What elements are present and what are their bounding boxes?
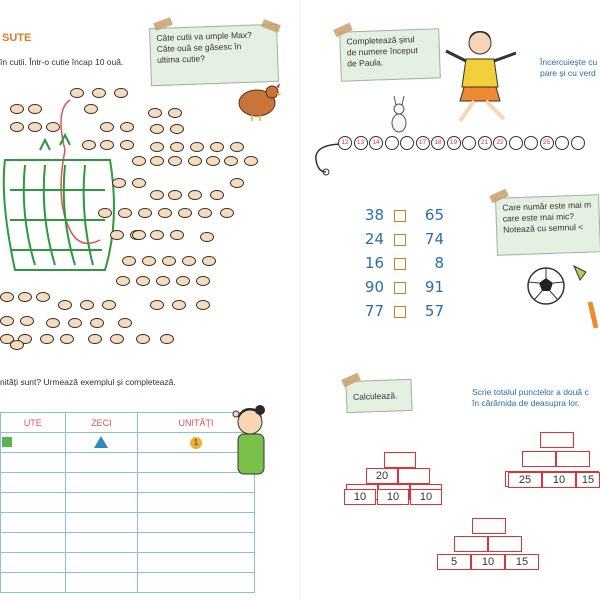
pyramid-brick[interactable]	[540, 432, 574, 448]
sequence-note: Completează șirul de numere început de Paula.	[339, 28, 441, 81]
egg	[28, 104, 42, 114]
answer-box[interactable]	[394, 258, 406, 270]
hen-illustration	[232, 78, 282, 123]
egg	[122, 256, 136, 266]
pyramid-brick: 10	[344, 489, 376, 505]
bead: 13	[354, 136, 368, 150]
egg	[40, 334, 54, 344]
answer-cell[interactable]	[1, 513, 66, 533]
answer-cell[interactable]	[65, 573, 137, 593]
pyramid-brick: 15	[505, 554, 539, 570]
egg	[92, 88, 106, 98]
pyramid-brick: 20	[366, 468, 398, 484]
egg	[142, 256, 156, 266]
egg	[168, 108, 182, 118]
egg	[196, 300, 210, 310]
egg	[0, 316, 14, 326]
egg	[46, 318, 60, 328]
answer-cell[interactable]	[138, 573, 255, 593]
egg	[84, 104, 98, 114]
place-value-table	[0, 412, 255, 593]
compare-note: Care număr este mai m care este mai mic? Notează cu semnul <	[495, 194, 600, 256]
egg	[188, 190, 202, 200]
egg	[170, 142, 184, 152]
egg	[82, 140, 96, 150]
answer-cell[interactable]	[65, 453, 137, 473]
hundred-square-icon	[2, 437, 12, 447]
answer-box[interactable]	[394, 234, 406, 246]
egg	[136, 334, 150, 344]
bead[interactable]	[385, 136, 399, 150]
egg	[150, 190, 164, 200]
egg	[202, 256, 216, 266]
egg	[132, 156, 146, 166]
egg	[156, 276, 170, 286]
pyramid-brick: 10	[377, 489, 409, 505]
egg	[36, 292, 50, 302]
eggs-instruction: în cutii. Într-o cutie încap 10 ouă.	[0, 57, 124, 67]
egg	[10, 122, 24, 132]
egg	[10, 340, 24, 350]
pyramid-instruction: Scrie totalul punctelor a două c în cărămida de deasupra lor.	[472, 387, 589, 408]
egg	[230, 142, 244, 152]
egg	[118, 208, 132, 218]
comparison-row: 16 8	[364, 254, 444, 272]
bead: 19	[447, 136, 461, 150]
paula-illustration	[440, 25, 520, 135]
bead: 18	[431, 136, 445, 150]
egg	[0, 292, 14, 302]
unit-circle-icon: 1	[190, 437, 202, 449]
answer-cell[interactable]	[1, 453, 66, 473]
egg	[46, 122, 60, 132]
header-hundreds: UTE	[1, 413, 66, 433]
egg	[112, 178, 126, 188]
egg	[150, 300, 164, 310]
answer-cell[interactable]	[138, 513, 255, 533]
egg	[158, 208, 172, 218]
answer-cell[interactable]	[1, 533, 66, 553]
bead[interactable]	[555, 136, 569, 150]
bead: 21	[478, 136, 492, 150]
egg	[198, 208, 212, 218]
egg	[188, 156, 202, 166]
egg	[160, 334, 174, 344]
egg	[132, 230, 146, 240]
egg	[116, 276, 130, 286]
egg	[110, 334, 124, 344]
egg	[18, 292, 32, 302]
egg	[114, 88, 128, 98]
egg	[150, 124, 164, 134]
egg	[210, 190, 224, 200]
egg	[190, 142, 204, 152]
pyramid-brick: 15	[576, 472, 600, 488]
egg	[102, 300, 116, 310]
answer-cell[interactable]	[1, 473, 66, 493]
egg	[168, 156, 182, 166]
egg	[70, 88, 84, 98]
egg	[150, 156, 164, 166]
egg	[28, 122, 42, 132]
egg	[88, 334, 102, 344]
answer-cell[interactable]	[65, 513, 137, 533]
egg	[90, 318, 104, 328]
bead[interactable]	[509, 136, 523, 150]
egg	[20, 316, 34, 326]
egg	[200, 232, 214, 242]
question-note: Câte cutii va umple Max? Câte ouă se găsesc în ultima cutie?	[149, 24, 279, 86]
egg	[220, 208, 234, 218]
comparison-row: 77 57	[364, 302, 444, 320]
egg	[168, 190, 182, 200]
egg	[150, 142, 164, 152]
answer-box[interactable]	[394, 282, 406, 294]
bead[interactable]	[462, 136, 476, 150]
egg	[206, 156, 220, 166]
egg	[170, 230, 184, 240]
egg	[120, 122, 134, 132]
egg	[172, 300, 186, 310]
egg	[98, 208, 112, 218]
egg	[150, 230, 164, 240]
egg	[118, 318, 132, 328]
bead[interactable]	[524, 136, 538, 150]
answer-cell[interactable]	[65, 473, 137, 493]
egg	[10, 104, 24, 114]
pyramid-brick[interactable]	[556, 451, 590, 467]
pyramid-brick[interactable]	[454, 536, 488, 552]
child-illustration	[570, 262, 600, 332]
pyramid-brick[interactable]	[522, 451, 556, 467]
answer-cell[interactable]	[65, 553, 137, 573]
comparison-list	[356, 206, 444, 320]
calc-note: Calculează.	[345, 379, 412, 413]
pyramid-brick: 5	[437, 554, 471, 570]
egg	[132, 178, 146, 188]
comparison-row: 90 91	[364, 278, 444, 296]
answer-box[interactable]	[394, 306, 406, 318]
answer-cell[interactable]	[1, 573, 66, 593]
answer-cell[interactable]	[138, 533, 255, 553]
egg	[224, 156, 238, 166]
egg	[120, 140, 134, 150]
bead: 22	[493, 136, 507, 150]
bead[interactable]	[400, 136, 414, 150]
egg	[58, 300, 72, 310]
bead: 12	[338, 136, 352, 150]
egg	[170, 124, 184, 134]
pyramid-brick[interactable]	[384, 452, 416, 468]
egg	[244, 156, 258, 166]
egg	[178, 208, 192, 218]
answer-cell[interactable]	[65, 533, 137, 553]
pyramid-brick: 10	[542, 472, 576, 488]
pyramid-brick[interactable]	[398, 468, 430, 484]
bead: 25	[540, 136, 554, 150]
egg	[60, 334, 74, 344]
pyramid-brick[interactable]	[488, 536, 522, 552]
answer-cell[interactable]	[138, 493, 255, 513]
page-fold	[299, 0, 301, 600]
bead[interactable]	[571, 136, 585, 150]
bead: 17	[416, 136, 430, 150]
egg	[176, 276, 190, 286]
section-title: SUTE	[0, 30, 40, 48]
soccer-ball-icon	[526, 266, 566, 306]
egg	[230, 178, 244, 188]
comparison-row: 38 65	[364, 206, 444, 224]
girl-illustration	[228, 402, 268, 477]
egg	[68, 318, 82, 328]
pyramid-brick: 25	[508, 472, 542, 488]
egg	[182, 256, 196, 266]
header-units: UNITĂȚI	[138, 413, 255, 433]
pyramid-brick[interactable]	[472, 518, 506, 534]
egg	[100, 140, 114, 150]
egg	[162, 256, 176, 266]
egg	[196, 276, 210, 286]
egg	[138, 208, 152, 218]
answer-box[interactable]	[394, 210, 406, 222]
pyramid-brick: 10	[471, 554, 505, 570]
answer-cell[interactable]	[1, 553, 66, 573]
ten-triangle-icon	[94, 436, 108, 448]
answer-cell[interactable]	[65, 493, 137, 513]
egg	[148, 108, 162, 118]
circle-instruction: Încercuiește cu pare și cu verd	[540, 57, 598, 78]
bead: 14	[369, 136, 383, 150]
answer-cell[interactable]	[138, 553, 255, 573]
header-tens: ZECI	[65, 413, 137, 433]
egg	[210, 142, 224, 152]
egg	[110, 230, 124, 240]
egg	[80, 300, 94, 310]
comparison-row: 24 74	[364, 230, 444, 248]
answer-cell[interactable]	[1, 493, 66, 513]
egg	[100, 122, 114, 132]
egg	[136, 276, 150, 286]
rabbit-illustration	[388, 95, 410, 135]
place-value-instruction: nități sunt? Urmează exemplul și completează.	[0, 377, 176, 387]
pyramid-brick: 10	[410, 489, 442, 505]
